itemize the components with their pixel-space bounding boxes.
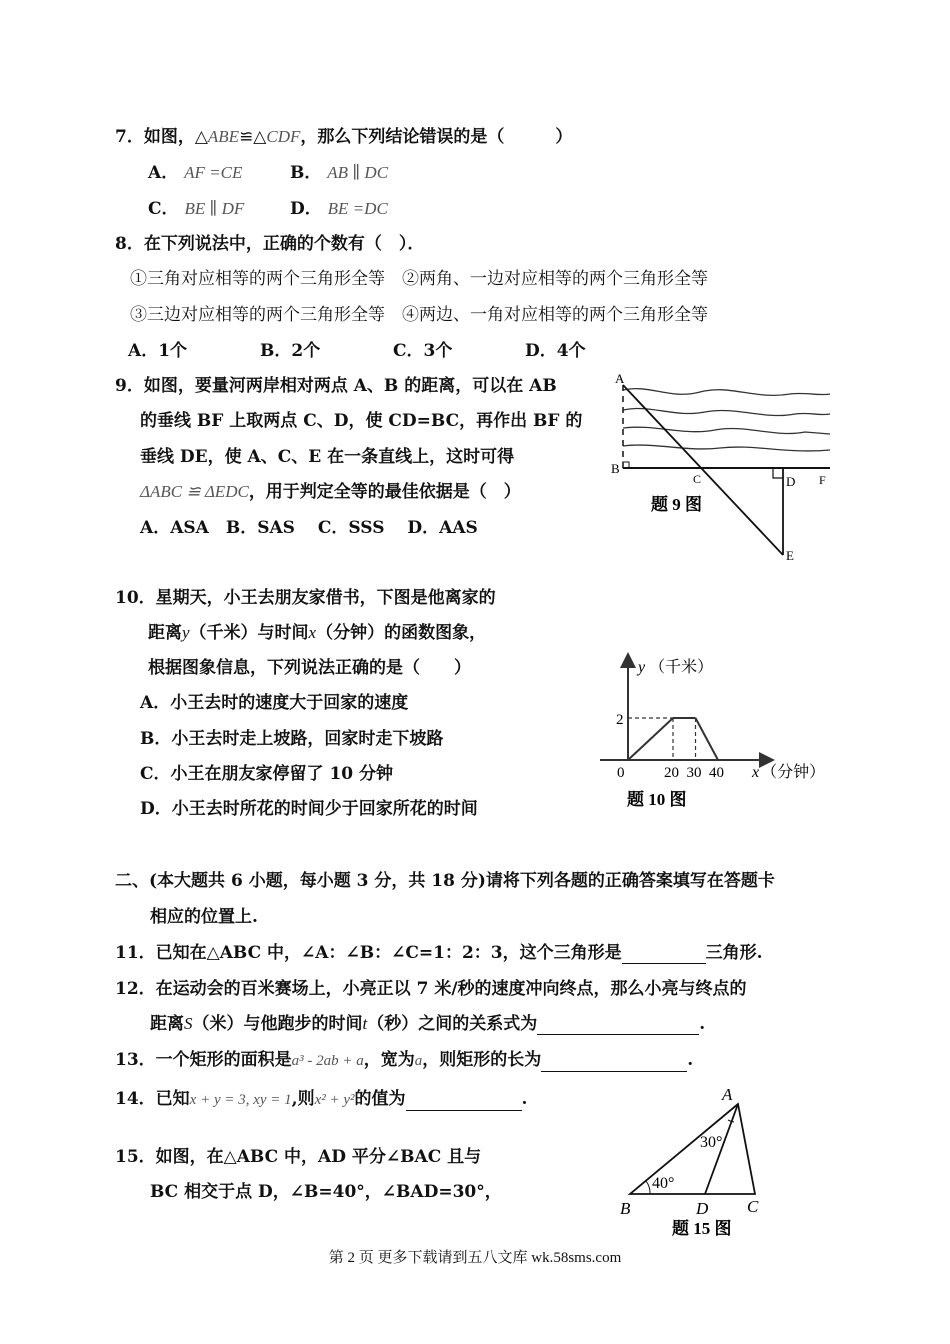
q10-y-tick-label: 2 [616,712,624,728]
q9-figure [605,370,840,565]
q10-line-3: 根据图象信息，下列说法正确的是（ ） [148,658,471,678]
q8-stem: 8．在下列说法中，正确的个数有（ ）． [115,234,425,254]
q7-option-a: A． AF =CE [148,163,243,183]
q15-line-2: BC 相交于点 D，∠B=40°，∠BAD=30°， [150,1182,502,1202]
q11-blank[interactable] [622,945,706,964]
q15-triangle [630,1104,755,1194]
q15-angle-bad-label: 30° [700,1134,723,1151]
q15-figure [610,1082,780,1242]
q10-x-tick-label: 20 [664,765,679,781]
q13: 13．一个矩形的面积是a³ - 2ab + a，宽为a，则矩形的长为 . [115,1050,694,1070]
q15-label-c: C [747,1197,759,1216]
q8-statement-1: ①三角对应相等的两个三角形全等 ②两角、一边对应相等的两个三角形全等 [130,269,708,289]
q12-line-2: 距离S（米）与他跑步的时间t（秒）之间的关系式为 . [150,1014,706,1034]
q9-label-b: B [611,461,620,476]
q12-line-1: 12．在运动会的百米赛场上，小亮正以 7 米/秒的速度冲向终点，那么小亮与终点的 [115,979,747,999]
q10-graph [595,650,855,815]
q10-line-2: 距离y（千米）与时间x（分钟）的函数图象， [148,623,487,643]
q10-origin-label: 0 [617,765,625,781]
q15-label-b: B [620,1199,631,1218]
q8-option-d: D．4个 [525,341,586,361]
q9-label-f: F [819,473,826,487]
q8-statement-2: ③三边对应相等的两个三角形全等 ④两边、一角对应相等的两个三角形全等 [130,305,708,325]
q9-options: A．ASA B．SAS C．SSS D．AAS [140,518,478,538]
q12-blank[interactable] [537,1016,699,1035]
q13-blank[interactable] [541,1053,687,1072]
q10-y-axis-label: y （千米） [638,659,714,676]
q15-label-d: D [696,1199,709,1218]
q9-line-ae [623,385,783,555]
q15-figure-caption: 题 15 图 [672,1219,732,1238]
q10-x-tick-label: 40 [709,765,724,781]
q8-option-c: C．3个 [393,341,453,361]
q15-label-a: A [722,1085,733,1104]
q8-option-a: A．1个 [128,341,188,361]
section2-heading: 二、(本大题共 6 小题，每小题 3 分，共 18 分)请将下列各题的正确答案填写在答题卡 [115,871,775,891]
q15-angle-b-arc [646,1181,650,1194]
q10-line-1: 10．星期天，小王去朋友家借书，下图是他离家的 [115,588,496,608]
q9-right-angle-d [773,468,783,478]
q7-option-c: C． BE ∥ DF [148,199,245,219]
q9-figure-caption: 题 9 图 [651,495,702,514]
q10-option-b: B．小王去时走上坡路，回家时走下坡路 [140,729,444,749]
q11: 11．已知在△ABC 中，∠A：∠B：∠C=1：2：3，这个三角形是 三角形. [115,943,763,963]
q10-option-c: C．小王在朋友家停留了 10 分钟 [140,764,394,784]
q7-option-d: D． BE =DC [290,199,388,219]
q9-line-2: 的垂线 BF 上取两点 C、D，使 CD=BC，再作出 BF 的 [140,411,583,431]
page-footer: 第 2 页 更多下载请到五八文库 wk.58sms.com [328,1250,622,1266]
q9-line-4: ΔABC ≌ ΔEDC，用于判定全等的最佳依据是（ ） [140,482,521,502]
q15-angle-bad-arc [728,1120,734,1122]
q9-label-c: C [693,472,702,486]
section2-heading-cont: 相应的位置上. [150,907,258,927]
q10-figure-caption: 题 10 图 [627,790,687,809]
q10-option-a: A．小王去时的速度大于回家的速度 [140,693,409,713]
q10-option-d: D．小王去时所花的时间少于回家所花的时间 [140,799,478,819]
q14-blank[interactable] [406,1092,522,1111]
q10-series-segment [628,718,673,760]
q9-line-1: 9．如图，要量河两岸相对两点 A、B 的距离，可以在 AB [115,376,557,396]
q9-line-3: 垂线 DE，使 A、C、E 在一条直线上，这时可得 [140,447,515,467]
q10-x-axis-label: x （分钟） [752,764,826,781]
q7-stem: 7．如图，△ABE≌△CDF，那么下列结论错误的是（ ） [115,127,573,147]
q15-line-1: 15．如图，在△ABC 中，AD 平分∠BAC 且与 [115,1147,482,1167]
q14: 14．已知x + y = 3, xy = 1,则x² + y²的值为 . [115,1089,528,1109]
q10-series-segment [696,718,719,760]
q15-angle-b-label: 40° [652,1175,675,1192]
q9-label-d: D [786,474,796,489]
q9-label-a: A [615,371,625,386]
q8-option-b: B．2个 [260,341,321,361]
q7-option-b: B． AB ∥ DC [290,163,389,183]
q10-x-tick-label: 30 [686,765,702,781]
q9-label-e: E [786,548,794,563]
